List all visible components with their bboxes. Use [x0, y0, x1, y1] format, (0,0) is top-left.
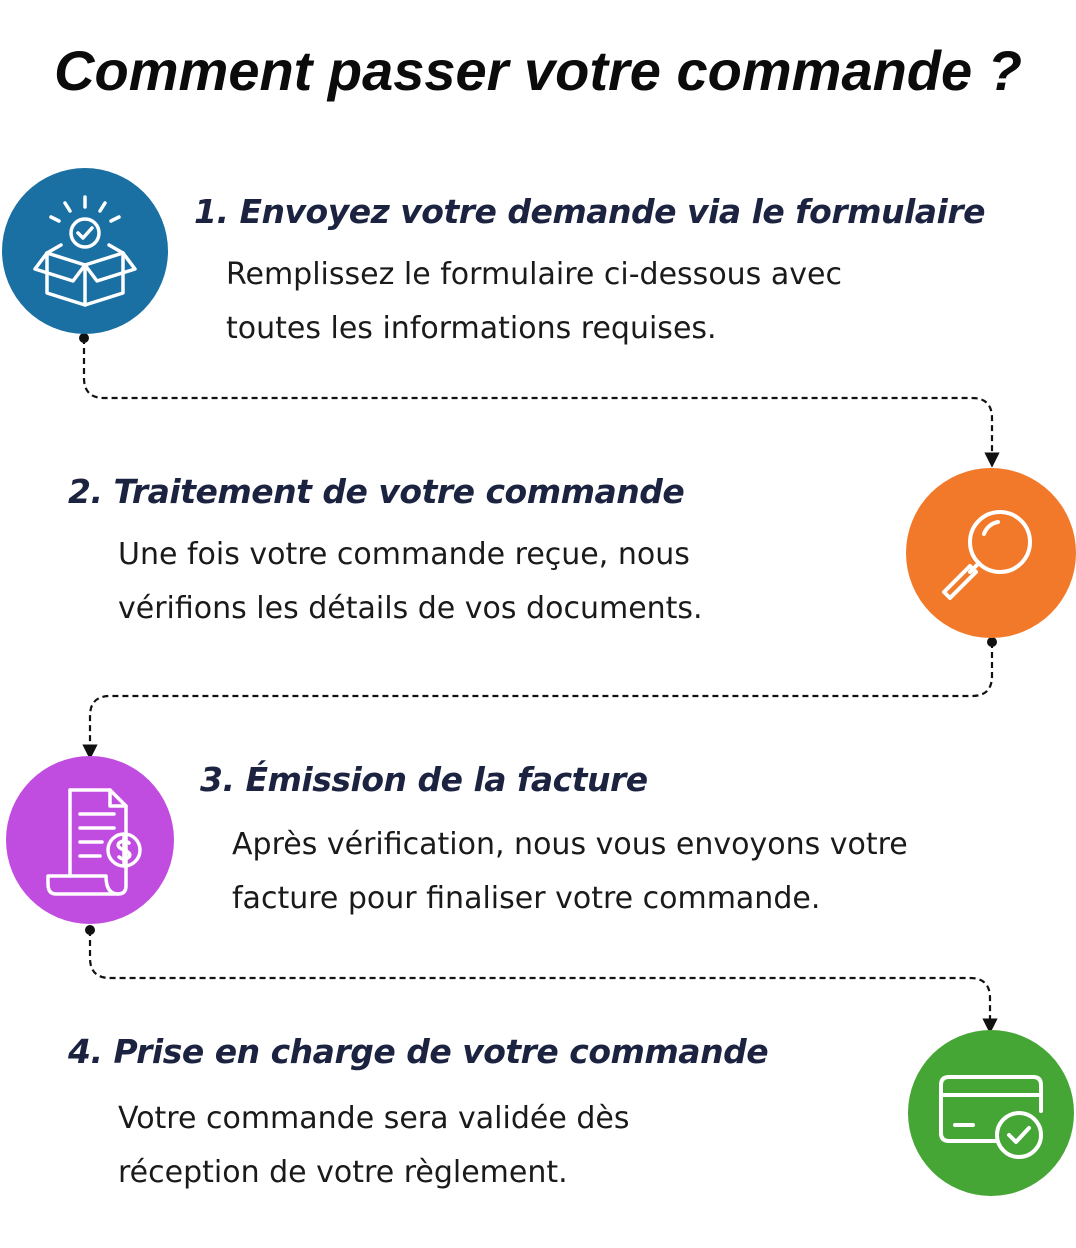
step-1-title: 1. Envoyez votre demande via le formulaire	[194, 192, 986, 231]
step-2-description-line: vérifions les détails de vos documents.	[118, 591, 703, 626]
step-1-description-line: toutes les informations requises.	[226, 311, 717, 346]
connector-2-3	[90, 642, 992, 752]
step-3-description-line: Après vérification, nous vous envoyons votre	[232, 827, 908, 862]
step-1-description	[226, 248, 842, 356]
step-4-description-line: réception de votre règlement.	[118, 1155, 568, 1190]
step-4-description	[118, 1092, 629, 1200]
magnifier-icon	[906, 468, 1076, 638]
step-4-title: 4. Prise en charge de votre commande	[68, 1032, 769, 1071]
step-2-title: 2. Traitement de votre commande	[68, 472, 685, 511]
card-check-icon	[908, 1030, 1074, 1196]
box-check-icon	[2, 168, 168, 334]
step-2-description-line: Une fois votre commande reçue, nous	[118, 537, 690, 572]
step-3-title: 3. Émission de la facture	[200, 760, 648, 799]
step-4-description-line: Votre commande sera validée dès	[118, 1101, 630, 1136]
step-3-description	[232, 818, 908, 926]
step-3-description-line: facture pour finaliser votre commande.	[232, 881, 821, 916]
connector-3-4	[90, 930, 990, 1026]
connector-dot-3	[85, 925, 95, 935]
invoice-dollar-icon	[6, 756, 174, 924]
connector-dot-1	[79, 333, 89, 343]
connector-1-2	[84, 338, 992, 460]
step-2-description	[118, 528, 703, 636]
step-1-description-line: Remplissez le formulaire ci-dessous avec	[226, 257, 842, 292]
connector-dot-2	[987, 637, 997, 647]
page-title: Comment passer votre commande ?	[54, 39, 1022, 102]
